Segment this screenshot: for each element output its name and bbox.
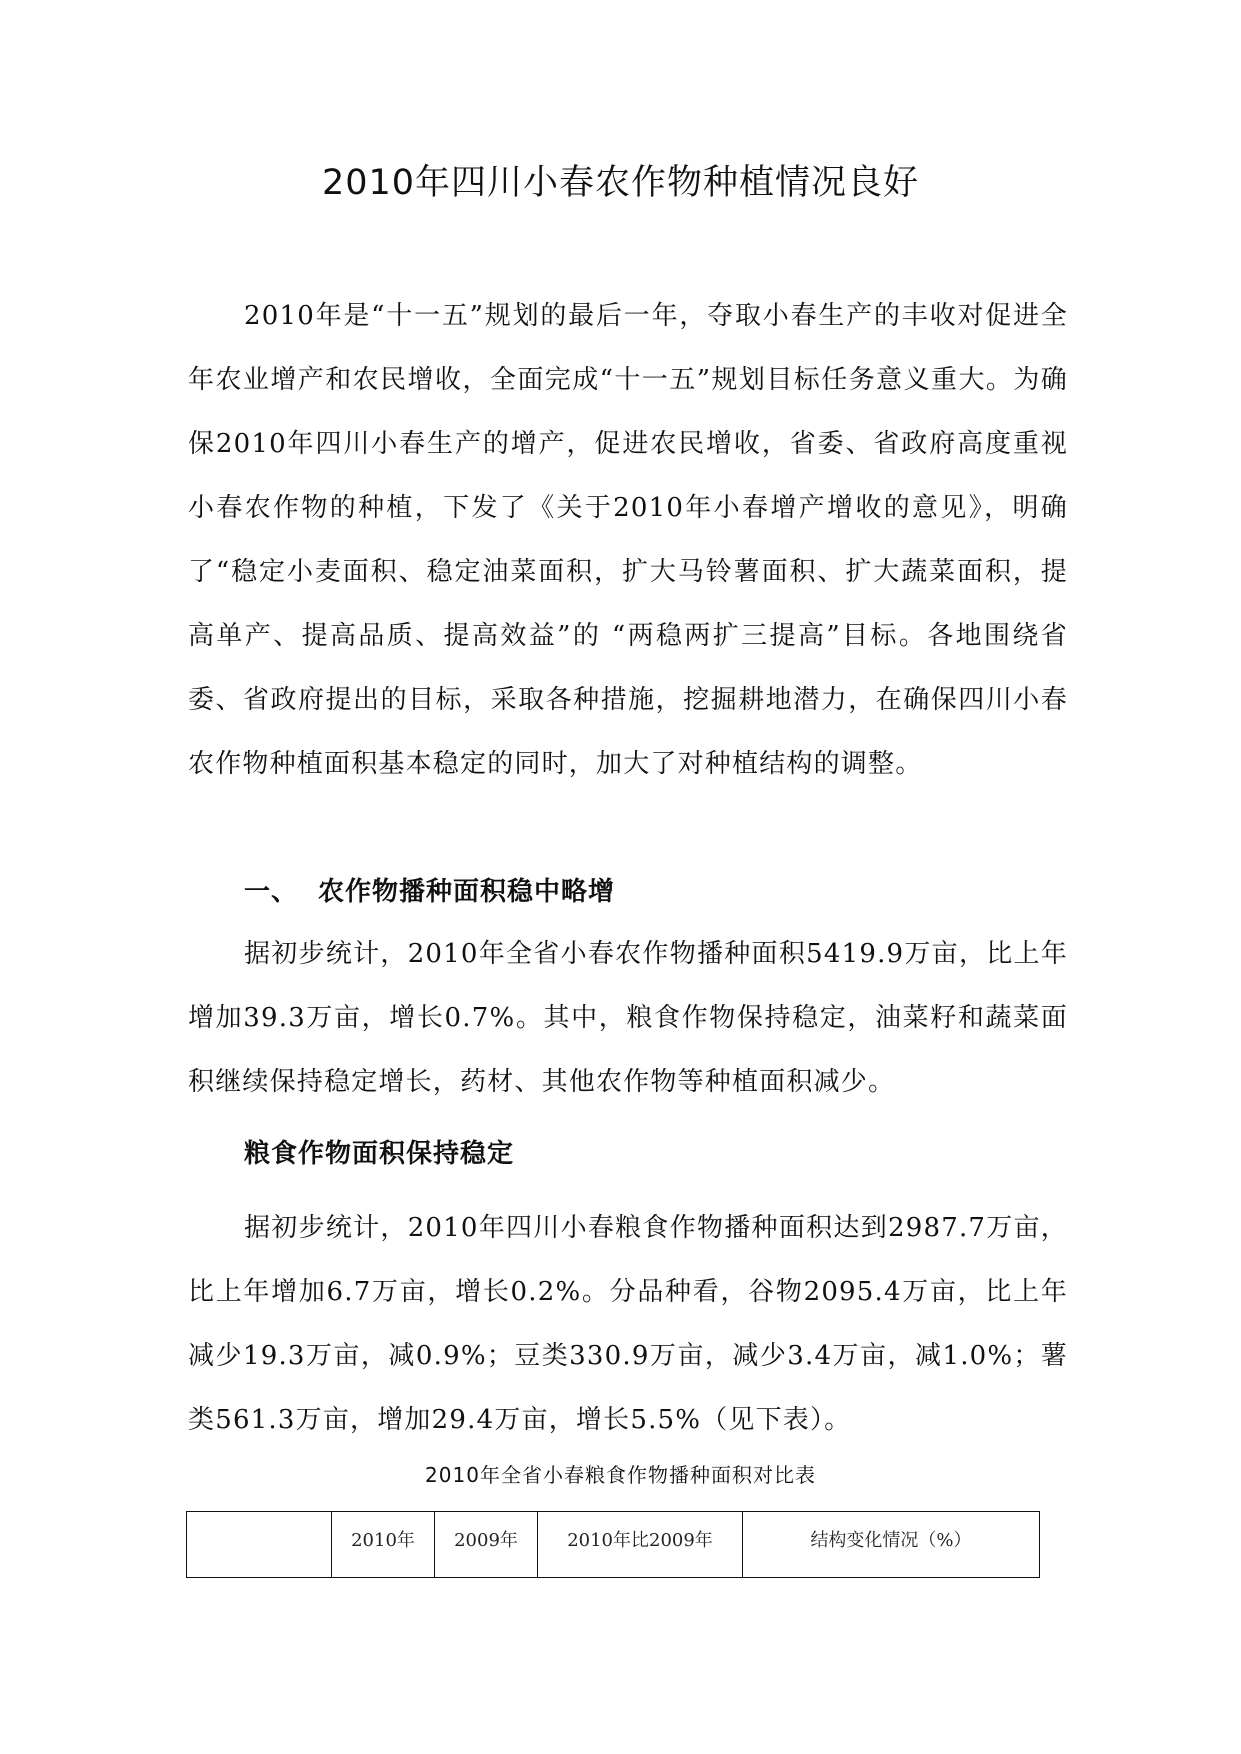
intro-paragraph: 2010年是“十一五”规划的最后一年，夺取小春生产的丰收对促进全年农业增产和农民增收，全面完成“十一五”规划目标任务意义重大。为确保2010年四川小春生产的增产，促进农民增收，省委、省政府高度重视小春农作物的种植，下发了《关于2010年小春增产增收的意见》，明确了“稳定小麦面积、稳定油菜面积，扩大马铃薯面积、扩大蔬菜面积，提高单产、提高品质、提高效益”的 “两稳两扩三提高”目标。各地围绕省委、省政府提出的目标，采取各种措施，挖掘耕地潜力，在确保四川小春农作物种植面积基本稳定的同时，加大了对种植结构的调整。 — [188, 301, 1068, 779]
header-cell-comparison: 2010年比2009年 — [538, 1512, 743, 1578]
header-cell-2010: 2010年 — [332, 1512, 435, 1578]
table-caption: 2010年全省小春粮食作物播种面积对比表 — [425, 1463, 816, 1487]
section-number: 一、 — [244, 877, 299, 907]
document-title: 2010年四川小春农作物种植情况良好 — [321, 163, 920, 203]
section-heading — [244, 872, 615, 912]
table-header-row — [187, 1512, 1040, 1578]
subsection1-paragraph: 据初步统计，2010年四川小春粮食作物播种面积达到2987.7万亩，比上年增加6.7万亩，增长0.2%。分品种看，谷物2095.4万亩，比上年减少19.3万亩，减0.9%；豆类330.9万亩，减少3.4万亩，减1.0%；薯类561.3万亩，增加29.4万亩，增长5.5%（见下表）。 — [188, 1213, 1068, 1435]
section1-paragraph: 据初步统计，2010年全省小春农作物播种面积5419.9万亩，比上年增加39.3万亩，增长0.7%。其中，粮食作物保持稳定，油菜籽和蔬菜面积继续保持稳定增长，药材、其他农作物等种植面积减少。 — [188, 939, 1068, 1097]
section-heading-text: 农作物播种面积稳中略增 — [318, 877, 616, 907]
header-cell-structure-change: 结构变化情况（%） — [743, 1512, 1040, 1578]
header-cell-blank — [187, 1512, 332, 1578]
comparison-table — [186, 1511, 1040, 1578]
subsection-heading: 粮食作物面积保持稳定 — [244, 1139, 515, 1169]
header-cell-2009: 2009年 — [435, 1512, 538, 1578]
